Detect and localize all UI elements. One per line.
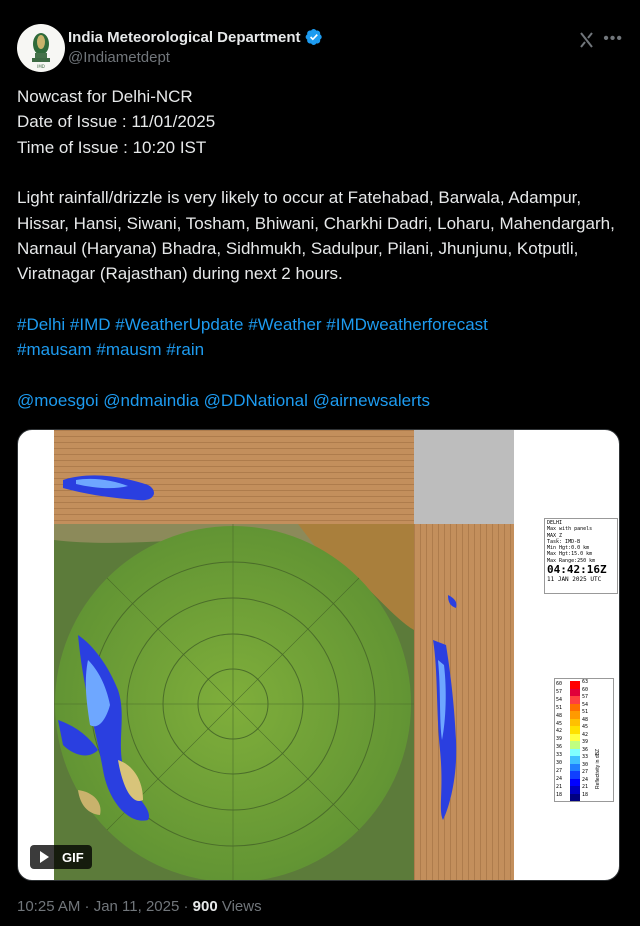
avatar[interactable] <box>17 24 65 72</box>
scale-swatch <box>570 741 580 749</box>
scale-right-tick: 57 <box>582 694 589 700</box>
scale-left-tick: 48 <box>556 712 563 719</box>
scale-right-tick: 60 <box>582 686 589 693</box>
play-icon <box>40 851 49 863</box>
tweet-meta <box>17 898 262 915</box>
issue-time: Time of Issue : 10:20 IST <box>17 137 207 157</box>
scale-left-tick: 42 <box>556 728 563 735</box>
nowcast-title: Nowcast for Delhi-NCR <box>17 87 193 106</box>
scale-left-tick: 45 <box>556 720 563 727</box>
panel-line-3: MAX_Z <box>547 532 563 539</box>
scale-swatch <box>570 719 580 727</box>
mentions[interactable]: @moesgoi @ndmaindia @DDNational @airnewsalerts <box>17 390 430 410</box>
scale-left-tick: 57 <box>556 688 563 695</box>
display-name[interactable]: India Meteorological Department <box>68 28 301 46</box>
more-options-icon[interactable]: ••• <box>603 30 623 47</box>
scale-swatch <box>570 689 580 697</box>
scale-left-tick: 39 <box>556 736 563 743</box>
timestamp[interactable]: 10:25 AM · Jan 11, 2025 · <box>17 898 193 915</box>
radar-info-panel <box>544 518 618 594</box>
scale-swatch <box>570 749 580 757</box>
scale-left-labels <box>556 681 562 800</box>
scale-right-tick: 21 <box>582 784 589 790</box>
scale-left-tick: 18 <box>556 791 563 798</box>
scale-right-tick: 36 <box>582 746 589 753</box>
scale-right-tick: 30 <box>582 761 589 768</box>
forecast-body: Light rainfall/drizzle is very likely to occur at Fatehabad, Barwala, Adampur, Hissar, Hansi, Siwani, Tosham, Bhiwani, Charkhi Dadri, Loharu, Mahendargarh, Narnaul (Haryana) Bhadra, Sidhmukh, Sadulpur, Pilani, Jhunjunu, Kotputli, Viratnagar (Rajasthan) during next 2 hours. <box>17 188 615 284</box>
radar-image <box>18 430 620 881</box>
scale-left-tick: 33 <box>556 752 563 759</box>
panel-line-4: Task: IMD-B <box>547 538 581 545</box>
scale-left-tick: 60 <box>556 681 563 687</box>
reflectivity-scale <box>554 678 614 802</box>
scale-swatch <box>570 764 580 772</box>
scale-swatch <box>570 786 580 794</box>
tweet-text <box>17 84 623 413</box>
scale-swatch <box>570 711 580 719</box>
panel-line-5: Min Hgt:0.0 km <box>547 545 590 552</box>
scale-right-tick: 24 <box>582 776 589 783</box>
scale-color-bar <box>570 681 580 801</box>
panel-line-6: Max Hgt:15.0 km <box>547 551 593 558</box>
gif-badge[interactable] <box>30 845 92 869</box>
emblem-icon <box>17 24 65 72</box>
scale-right-tick: 39 <box>582 739 589 745</box>
scale-label: Reflectivity in dBZ <box>595 748 601 789</box>
hashtags-line-1[interactable]: #Delhi #IMD #WeatherUpdate #Weather #IMDweatherforecast <box>17 314 488 334</box>
handle[interactable]: @Indiametdept <box>68 49 170 66</box>
scale-left-tick: 21 <box>556 783 563 790</box>
scale-right-tick: 51 <box>582 709 589 715</box>
radar-gif[interactable] <box>17 429 620 881</box>
gif-label: GIF <box>62 849 84 865</box>
scale-right-tick: 42 <box>582 731 589 738</box>
tweet-header <box>17 24 623 72</box>
scale-swatch <box>570 794 580 802</box>
scale-right-tick: 63 <box>582 679 589 685</box>
scale-swatch <box>570 734 580 742</box>
scale-right-tick: 27 <box>582 769 589 775</box>
station-name: DELHI <box>547 520 563 526</box>
scale-left-tick: 54 <box>556 696 563 703</box>
scale-left-tick: 36 <box>556 744 563 751</box>
scale-left-tick: 27 <box>556 767 563 774</box>
scale-right-labels <box>582 679 588 799</box>
scale-right-tick: 54 <box>582 701 589 708</box>
scale-right-tick: 45 <box>582 724 589 730</box>
hashtags-line-2[interactable]: #mausam #mausm #rain <box>17 340 205 360</box>
verified-badge-icon <box>305 28 323 46</box>
views-label: Views <box>217 898 262 915</box>
scale-left-tick: 51 <box>556 704 563 711</box>
views-count: 900 <box>192 898 218 915</box>
radar-date: 11 JAN 2025 UTC <box>547 576 602 584</box>
scale-right-tick: 18 <box>582 791 589 798</box>
scale-swatch <box>570 696 580 704</box>
scale-swatch <box>570 756 580 764</box>
issue-date: Date of Issue : 11/01/2025 <box>17 112 216 132</box>
name-row <box>68 28 323 46</box>
scale-swatch <box>570 771 580 779</box>
panel-line-7: Max Range:250 km <box>547 557 596 564</box>
scale-swatch <box>570 681 580 689</box>
scale-swatch <box>570 726 580 734</box>
panel-line-2: Max with panels <box>547 526 593 533</box>
grok-icon[interactable] <box>577 30 597 50</box>
scale-left-tick: 24 <box>556 775 563 782</box>
scale-swatch <box>570 704 580 712</box>
radar-time: 04:42:16Z <box>547 563 607 577</box>
scale-swatch <box>570 779 580 787</box>
scale-left-tick: 30 <box>556 760 563 767</box>
scale-right-tick: 33 <box>582 754 589 760</box>
svg-text:IMD: IMD <box>37 64 45 69</box>
scale-right-tick: 48 <box>582 716 589 723</box>
